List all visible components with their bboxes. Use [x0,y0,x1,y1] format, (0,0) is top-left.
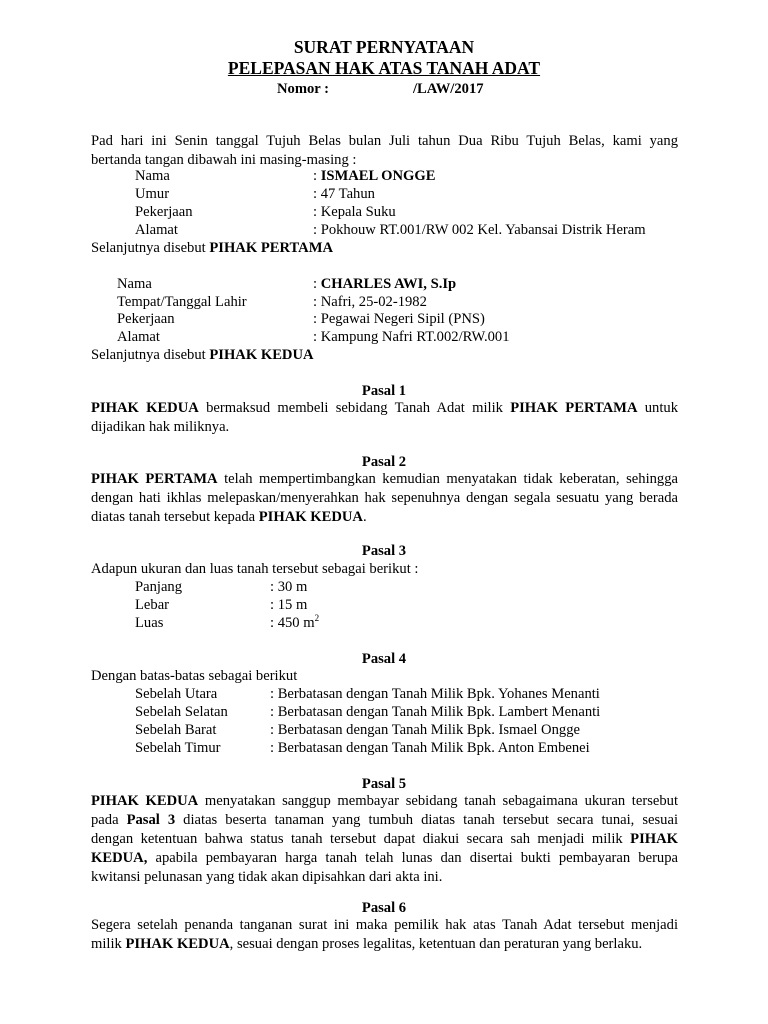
pasal-5-line: KEDUA, apabila pembayaran harga tanah telah lunas dan disertai bukti pembayaran berupa [91,850,678,866]
field-value: : Pokhouw RT.001/RW 002 Kel. Yabansai Distrik Heram [313,222,646,238]
document-title: SURAT PERNYATAAN [293,37,475,57]
field-value: : 450 $m^2$ [270,613,320,631]
pihak-kedua-designation: Selanjutnya disebut PIHAK KEDUA [91,347,314,363]
pasal-1-heading: Pasal 1 [361,383,407,399]
field-value: : Pegawai Negeri Sipil (PNS) [313,311,485,327]
field-value: : 15 m [270,597,308,613]
pasal-2-line: dengan hati ikhlas melepaskan/menyerahkan hak sepenuhnya dengan segala sesuatu yang berada [91,490,678,506]
field-value: : Nafri, 25-02-1982 [313,294,427,310]
pasal-3-heading: Pasal 3 [361,543,407,559]
field-value: : Berbatasan dengan Tanah Milik Bpk. Ismael Ongge [270,722,580,738]
field-value: : 47 Tahun [313,186,375,202]
pasal-6-body [91,916,678,954]
field-label: Sebelah Timur [135,740,221,756]
pasal-2-heading: Pasal 2 [361,454,407,470]
intro-line: Pad hari ini Senin tanggal Tujuh Belas bulan Juli tahun Dua Ribu Tujuh Belas, kami yang [91,133,678,149]
field-label: Panjang [135,579,183,595]
field-label: Alamat [117,329,160,345]
field-label: Luas [135,615,164,631]
field-value: : 30 m [270,579,308,595]
document-subtitle [0,57,768,79]
pasal-6-heading: Pasal 6 [361,900,407,916]
field-label: Nama [117,276,152,292]
field-label: Umur [135,186,170,202]
pasal-3-intro: Adapun ukuran dan luas tanah tersebut sebagai berikut : [91,561,419,577]
field-label: Pekerjaan [117,311,175,327]
nomor-value: /LAW/2017 [413,81,484,97]
field-value: : Kepala Suku [313,204,396,220]
pasal-2-line: PIHAK PERTAMA telah mempertimbangkan kemudian menyatakan tidak keberatan, sehingga [91,471,678,487]
field-value: : Berbatasan dengan Tanah Milik Bpk. Lambert Menanti [270,704,601,720]
field-value: : Berbatasan dengan Tanah Milik Bpk. Anton Embenei [270,740,590,756]
pasal-5-body [91,792,678,887]
field-label: Sebelah Selatan [135,704,228,720]
pasal-6-line: Segera setelah penanda tanganan surat ini maka pemilik hak atas Tanah Adat tersebut menjadi [91,917,678,933]
field-label: Sebelah Utara [135,686,218,702]
pasal-1-line: PIHAK KEDUA bermaksud membeli sebidang Tanah Adat milik PIHAK PERTAMA untuk [91,400,678,416]
pasal-1-body [91,399,678,437]
field-value: : CHARLES AWI, S.Ip [313,276,457,292]
nomor-label: Nomor : [277,81,330,97]
intro-line: bertanda tangan dibawah ini masing-masing : [91,152,357,168]
field-value: : Berbatasan dengan Tanah Milik Bpk. Yohanes Menanti [270,686,600,702]
pasal-5-line: PIHAK KEDUA menyatakan sanggup membayar sebidang tanah sebagaimana ukuran tersebut [91,793,678,809]
pasal-5-heading: Pasal 5 [361,776,407,792]
pasal-2-line: diatas tanah tersebut kepada PIHAK KEDUA. [91,509,367,525]
field-label: Alamat [135,222,178,238]
field-label: Lebar [135,597,170,613]
field-value: : Kampung Nafri RT.002/RW.001 [313,329,510,345]
pasal-2-body [91,470,678,527]
pasal-5-line: pada Pasal 3 diatas beserta tanaman yang tumbuh diatas tanah tersebut secara tunai, sesuai [91,812,678,828]
field-label: Sebelah Barat [135,722,217,738]
pasal-4-heading: Pasal 4 [361,651,407,667]
pasal-1-line: dijadikan hak miliknya. [91,419,230,435]
document-subtitle-text: PELEPASAN HAK ATAS TANAH ADAT [227,58,541,78]
pasal-5-line: kwitansi pelunasan yang tidak akan dipisahkan dari akta ini. [91,869,443,885]
pasal-4-intro: Dengan batas-batas sebagai berikut [91,668,298,684]
intro-paragraph [91,132,678,170]
field-label: Tempat/Tanggal Lahir [117,294,247,310]
field-label: Nama [135,168,170,184]
pasal-5-line: dengan ketentuan bahwa status tanah tersebut dapat diakui secara sah menjadi milik PIHAK [91,831,678,847]
field-label: Pekerjaan [135,204,193,220]
pasal-6-line: milik PIHAK KEDUA, sesuai dengan proses legalitas, ketentuan dan peraturan yang berlaku. [91,936,643,952]
pihak-pertama-designation: Selanjutnya disebut PIHAK PERTAMA [91,240,334,256]
field-value: : ISMAEL ONGGE [313,168,436,184]
